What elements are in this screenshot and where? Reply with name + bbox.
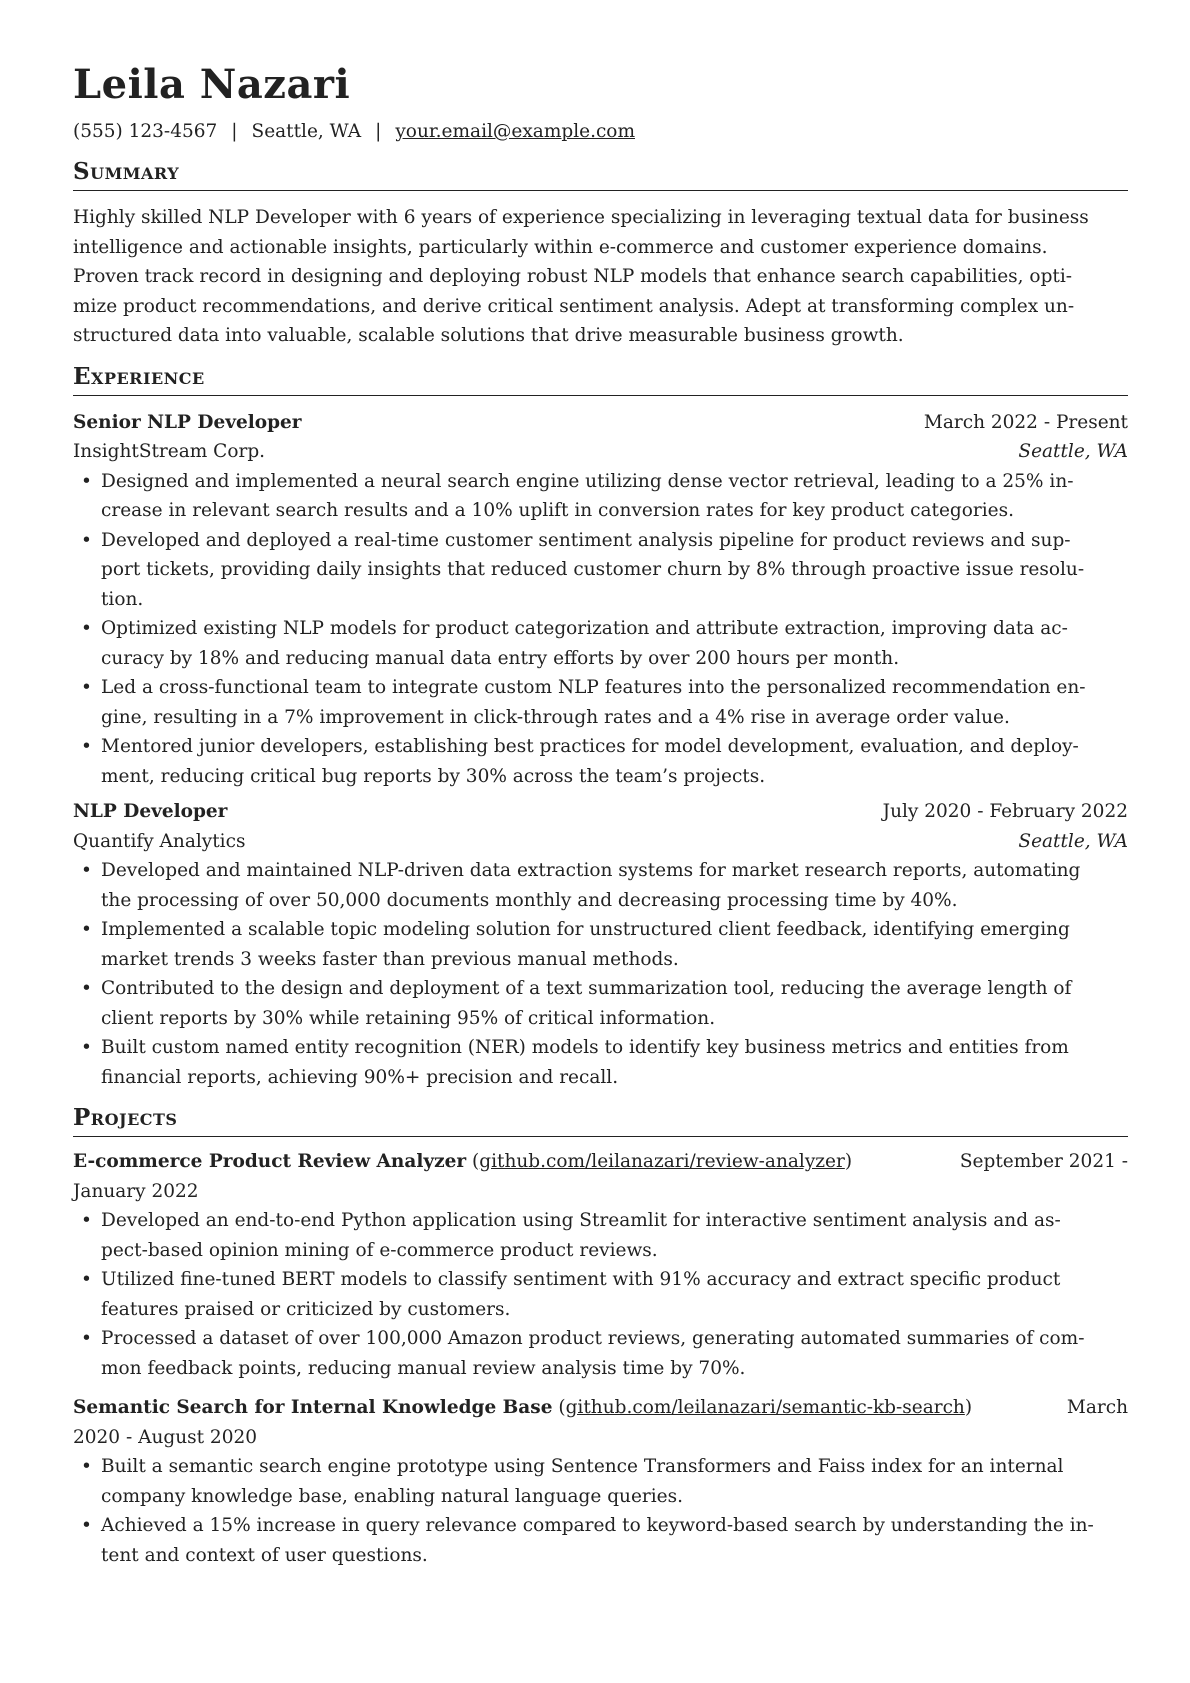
project-name: Semantic Search for Internal Knowledge Base <box>73 1397 553 1418</box>
job-entry <box>73 797 1128 1092</box>
bullet-icon: • <box>81 1037 92 1058</box>
bullet-item <box>73 732 1128 791</box>
job-entry <box>73 408 1128 792</box>
job-bullets <box>73 467 1128 792</box>
bullet-line: gine, resulting in a 7% improvement in click-through rates and a 4% rise in average order value. <box>101 706 1010 728</box>
job-dates: March 2022 - Present <box>923 411 1128 433</box>
bullet-item <box>73 1324 1128 1383</box>
bullet-icon: • <box>81 1269 92 1290</box>
bullet-item <box>73 467 1128 526</box>
bullet-icon: • <box>81 860 92 881</box>
project-dates-start: September 2021 - <box>959 1151 1128 1172</box>
bullet-icon: • <box>81 1210 92 1231</box>
company-name: Quantify Analytics <box>73 830 246 852</box>
bullet-item <box>73 1452 1128 1511</box>
summary-line: Highly skilled NLP Developer with 6 years of experience specializing in leveraging textual data for business <box>73 207 1089 228</box>
bullet-icon: • <box>81 618 92 639</box>
job-title: NLP Developer <box>73 801 228 822</box>
bullet-line: Achieved a 15% increase in query relevance compared to keyword-based search by understanding the in- <box>101 1515 1094 1536</box>
bullet-item <box>73 1206 1128 1265</box>
bullet-line: Utilized fine-tuned BERT models to classify sentiment with 91% accuracy and extract specific product <box>101 1269 1061 1290</box>
bullet-icon: • <box>81 978 92 999</box>
bullet-icon: • <box>81 1456 92 1477</box>
summary-line: structured data into valuable, scalable solutions that drive measurable business growth. <box>73 325 904 346</box>
contact-separator: | <box>375 121 382 142</box>
project-entry <box>73 1393 1128 1570</box>
job-header <box>73 408 1128 438</box>
section-title-summary: Summary <box>73 156 1128 191</box>
bullet-icon: • <box>81 470 92 492</box>
bullet-item <box>73 915 1128 974</box>
project-header: September 2021 - E-commerce Product Review Analyzer (github.com/leilanazari/review-analyzer) January 2022 <box>73 1147 1128 1206</box>
job-subheader <box>73 827 1128 857</box>
bullet-line: client reports by 30% while retaining 95% of critical information. <box>101 1007 716 1029</box>
bullet-line: Developed and deployed a real-time customer sentiment analysis pipeline for product reviews and sup- <box>101 529 1071 551</box>
company-name: InsightStream Corp. <box>73 441 266 462</box>
section-title-projects: Projects <box>73 1102 1128 1137</box>
bullet-item <box>73 974 1128 1033</box>
project-link[interactable]: github.com/leilanazari/semantic-kb-search <box>565 1397 965 1418</box>
candidate-name: Leila Nazari <box>73 61 351 108</box>
bullet-line: Designed and implemented a neural search engine utilizing dense vector retrieval, leading to a 25% in- <box>101 470 1074 492</box>
bullet-line: company knowledge base, enabling natural language queries. <box>101 1485 683 1507</box>
bullet-icon: • <box>81 1515 92 1536</box>
project-dates-end: 2020 - August 2020 <box>73 1426 258 1448</box>
bullet-line: Developed and maintained NLP-driven data extraction systems for market research reports, automating <box>101 860 1081 881</box>
project-name: E-commerce Product Review Analyzer <box>73 1151 467 1172</box>
bullet-line: ment, reducing critical bug reports by 30% across the team’s projects. <box>101 765 766 787</box>
bullet-line: market trends 3 weeks faster than previous manual methods. <box>101 948 679 970</box>
bullet-item <box>73 673 1128 732</box>
project-bullets <box>73 1206 1128 1383</box>
job-title: Senior NLP Developer <box>73 411 302 433</box>
project-entry <box>73 1147 1128 1383</box>
bullet-line: curacy by 18% and reducing manual data entry efforts by over 200 hours per month. <box>101 647 900 669</box>
job-bullets <box>73 856 1128 1092</box>
bullet-item <box>73 856 1128 915</box>
bullet-icon: • <box>81 919 92 940</box>
summary-section <box>73 156 1128 351</box>
phone-number: (555) 123-4567 <box>73 121 218 142</box>
project-dates-start: March <box>1066 1397 1128 1418</box>
projects-section <box>73 1102 1128 1570</box>
bullet-line: Optimized existing NLP models for product categorization and attribute extraction, improving data ac- <box>101 618 1068 639</box>
bullet-line: Built custom named entity recognition (NER) models to identify key business metrics and entities from <box>101 1037 1069 1058</box>
summary-line: intelligence and actionable insights, particularly within e-commerce and customer experience domains. <box>73 236 1048 258</box>
bullet-line: Contributed to the design and deployment of a text summarization tool, reducing the average length of <box>101 978 1072 999</box>
bullet-line: pect-based opinion mining of e-commerce product reviews. <box>101 1239 658 1261</box>
job-location: Seattle, WA <box>1018 830 1128 852</box>
bullet-icon: • <box>81 1328 92 1349</box>
summary-paragraph <box>73 203 1128 351</box>
contact-line <box>73 118 1128 146</box>
job-header <box>73 797 1128 827</box>
email-link[interactable]: your.email@example.com <box>395 121 635 142</box>
bullet-line: financial reports, achieving 90%+ precision and recall. <box>101 1066 619 1088</box>
bullet-line: Developed an end-to-end Python application using Streamlit for interactive sentiment analysis and as- <box>101 1210 1061 1231</box>
job-subheader <box>73 437 1128 467</box>
bullet-line: crease in relevant search results and a 10% uplift in conversion rates for key product categories. <box>101 500 1014 521</box>
bullet-line: features praised or criticized by customers. <box>101 1298 511 1320</box>
bullet-item <box>73 526 1128 615</box>
bullet-item <box>73 614 1128 673</box>
bullet-line: Mentored junior developers, establishing best practices for model development, evaluation, and deploy- <box>101 736 1079 757</box>
bullet-line: port tickets, providing daily insights that reduced customer churn by 8% through proactive issue resolu- <box>101 559 1085 580</box>
project-dates-end: January 2022 <box>73 1180 199 1202</box>
bullet-icon: • <box>81 677 92 698</box>
experience-section <box>73 361 1128 1093</box>
bullet-line: the processing of over 50,000 documents monthly and decreasing processing time by 40%. <box>101 889 958 911</box>
summary-line: Proven track record in designing and deploying robust NLP models that enhance search capabilities, opti- <box>73 266 1073 287</box>
resume-header <box>73 58 1128 146</box>
bullet-line: mon feedback points, reducing manual review analysis time by 70%. <box>101 1357 746 1379</box>
contact-separator: | <box>231 121 238 142</box>
bullet-line: tent and context of user questions. <box>101 1544 428 1566</box>
project-link[interactable]: github.com/leilanazari/review-analyzer <box>479 1151 845 1172</box>
bullet-item <box>73 1265 1128 1324</box>
section-title-experience: Experience <box>73 361 1128 396</box>
bullet-line: Built a semantic search engine prototype using Sentence Transformers and Faiss index for an internal <box>101 1456 1064 1477</box>
bullet-icon: • <box>81 529 92 551</box>
summary-line: mize product recommendations, and derive critical sentiment analysis. Adept at transforming complex un- <box>73 295 1075 317</box>
bullet-icon: • <box>81 736 92 757</box>
resume-page <box>73 58 1128 1574</box>
bullet-line: Implemented a scalable topic modeling solution for unstructured client feedback, identifying emerging <box>101 919 1070 940</box>
bullet-line: Processed a dataset of over 100,000 Amazon product reviews, generating automated summaries of com- <box>101 1328 1085 1349</box>
job-location: Seattle, WA <box>1018 441 1128 462</box>
project-header: March Semantic Search for Internal Knowledge Base (github.com/leilanazari/semantic-kb-search) 2020 - August 2020 <box>73 1393 1128 1452</box>
bullet-item <box>73 1511 1128 1570</box>
job-dates: July 2020 - February 2022 <box>882 801 1128 822</box>
bullet-item <box>73 1033 1128 1092</box>
project-bullets <box>73 1452 1128 1570</box>
bullet-line: tion. <box>101 588 144 610</box>
bullet-line: Led a cross-functional team to integrate custom NLP features into the personalized recommendation en- <box>101 677 1086 698</box>
location: Seattle, WA <box>251 121 362 142</box>
